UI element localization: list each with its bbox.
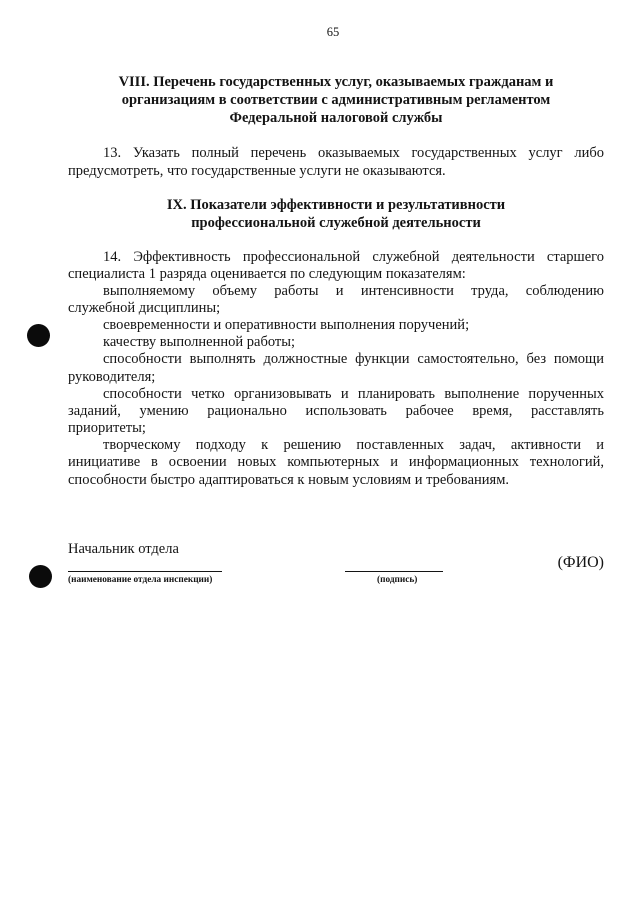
criteria-line: способности четко организовывать и планировать выполнение порученных (103, 385, 604, 402)
criteria-line: заданий, умению рационально использовать рабочее время, расставлять (68, 402, 604, 419)
paragraph-line: 13. Указать полный перечень оказываемых государственных услуг либо (103, 145, 604, 161)
paragraph-14 (68, 249, 604, 489)
paragraph-line: 14. Эффективность профессиональной служебной деятельности старшего (103, 248, 604, 265)
criteria-line: способности быстро адаптироваться к новым условиям и требованиям. (68, 471, 510, 488)
criteria-item (68, 317, 604, 334)
criteria-item (68, 351, 604, 385)
criteria-line: своевременности и оперативности выполнения поручений; (103, 317, 470, 334)
heading-line: профессиональной служебной деятельности (191, 215, 481, 231)
criteria-item (68, 334, 604, 351)
paragraph-13 (68, 144, 604, 180)
paragraph-line: предусмотреть, что государственные услуги не оказываются. (68, 163, 446, 179)
criteria-item (68, 283, 604, 317)
heading-line: VIII. Перечень государственных услуг, оказываемых гражданам и (118, 74, 554, 90)
criteria-item (68, 437, 604, 488)
signature-line (345, 571, 443, 572)
department-signature-line (68, 571, 222, 572)
department-caption: (наименование отдела инспекции) (68, 575, 213, 585)
signatory-position: Начальник отдела (68, 541, 179, 557)
heading-line: IX. Показатели эффективности и результативности (166, 197, 506, 213)
criteria-line: выполняемому объему работы и интенсивности труда, соблюдению (103, 282, 604, 299)
criteria-line: качеству выполненной работы; (103, 334, 295, 351)
page-number: 65 (326, 25, 340, 39)
paragraph-line: специалиста 1 разряда оценивается по следующим показателям: (68, 265, 466, 282)
criteria-line: приоритеты; (68, 420, 146, 437)
criteria-line: инициативе в освоении новых компьютерных и информационных технологий, (68, 454, 604, 471)
section-ix-heading (68, 196, 604, 232)
criteria-item (68, 386, 604, 437)
criteria-line: способности выполнять должностные функции самостоятельно, без помощи (103, 351, 604, 368)
section-viii-heading (68, 73, 604, 127)
punch-hole (27, 324, 50, 347)
criteria-line: руководителя; (68, 368, 156, 385)
name-caption: (ФИО) (557, 554, 604, 571)
heading-line: организациям в соответствии с административным регламентом (121, 92, 551, 108)
signature-caption: (подпись) (377, 575, 418, 585)
criteria-line: служебной дисциплины; (68, 299, 221, 316)
heading-line: Федеральной налоговой службы (229, 110, 443, 126)
criteria-line: творческому подходу к решению поставленных задач, активности и (103, 437, 604, 454)
punch-hole (29, 565, 52, 588)
